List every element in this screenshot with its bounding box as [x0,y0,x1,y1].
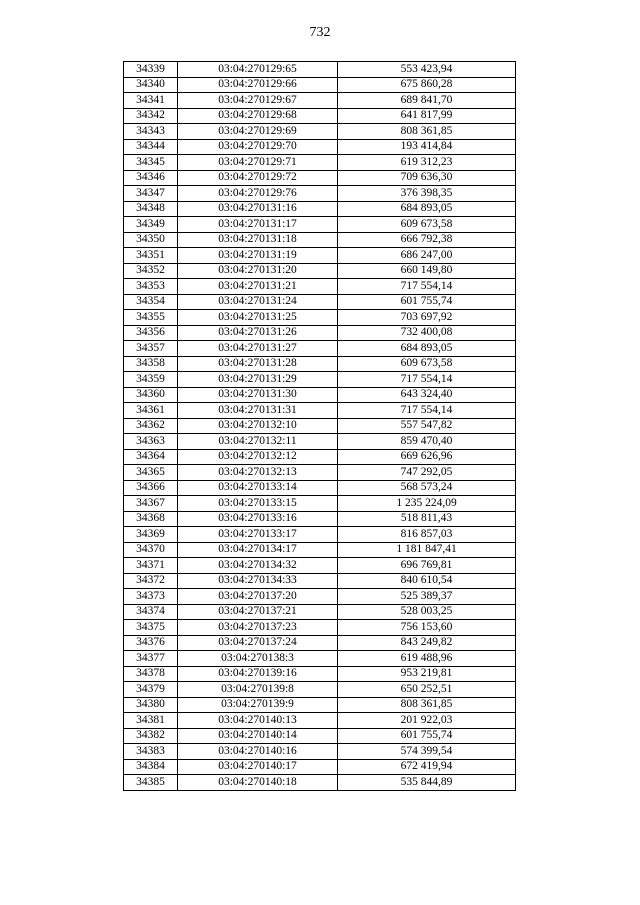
table-row [124,527,516,543]
cadastral-number-cell: 03:04:270137:21 [178,604,338,620]
value-cell: 696 769,81 [338,558,516,574]
value-cell: 193 414,84 [338,139,516,155]
cadastral-number-cell: 03:04:270131:24 [178,294,338,310]
cadastral-number-cell: 03:04:270139:8 [178,682,338,698]
row-index-cell: 34371 [124,558,178,574]
value-cell: 672 419,94 [338,759,516,775]
row-index-cell: 34377 [124,651,178,667]
table-row [124,775,516,791]
table-row [124,155,516,171]
value-cell: 1 235 224,09 [338,496,516,512]
cadastral-number-cell: 03:04:270129:72 [178,170,338,186]
row-index-cell: 34353 [124,279,178,295]
row-index-cell: 34363 [124,434,178,450]
registry-table-body [124,62,516,791]
row-index-cell: 34378 [124,666,178,682]
value-cell: 703 697,92 [338,310,516,326]
table-row [124,418,516,434]
value-cell: 528 003,25 [338,604,516,620]
row-index-cell: 34351 [124,248,178,264]
value-cell: 717 554,14 [338,403,516,419]
cadastral-number-cell: 03:04:270129:67 [178,93,338,109]
cadastral-number-cell: 03:04:270134:32 [178,558,338,574]
row-index-cell: 34365 [124,465,178,481]
value-cell: 859 470,40 [338,434,516,450]
table-row [124,108,516,124]
row-index-cell: 34354 [124,294,178,310]
page-number: 732 [309,25,331,40]
value-cell: 601 755,74 [338,728,516,744]
cadastral-number-cell: 03:04:270129:70 [178,139,338,155]
table-row [124,356,516,372]
cadastral-number-cell: 03:04:270131:25 [178,310,338,326]
table-row [124,232,516,248]
cadastral-number-cell: 03:04:270131:18 [178,232,338,248]
cadastral-number-cell: 03:04:270129:68 [178,108,338,124]
row-index-cell: 34343 [124,124,178,140]
cadastral-number-cell: 03:04:270131:21 [178,279,338,295]
value-cell: 601 755,74 [338,294,516,310]
row-index-cell: 34345 [124,155,178,171]
cadastral-number-cell: 03:04:270131:28 [178,356,338,372]
cadastral-number-cell: 03:04:270131:30 [178,387,338,403]
cadastral-number-cell: 03:04:270139:16 [178,666,338,682]
table-row [124,620,516,636]
table-row [124,62,516,78]
value-cell: 518 811,43 [338,511,516,527]
row-index-cell: 34380 [124,697,178,713]
value-cell: 840 610,54 [338,573,516,589]
value-cell: 535 844,89 [338,775,516,791]
value-cell: 609 673,58 [338,217,516,233]
value-cell: 619 312,23 [338,155,516,171]
row-index-cell: 34366 [124,480,178,496]
value-cell: 684 893,05 [338,341,516,357]
row-index-cell: 34372 [124,573,178,589]
table-row [124,558,516,574]
value-cell: 808 361,85 [338,697,516,713]
cadastral-number-cell: 03:04:270129:66 [178,77,338,93]
cadastral-number-cell: 03:04:270131:17 [178,217,338,233]
row-index-cell: 34383 [124,744,178,760]
cadastral-number-cell: 03:04:270134:17 [178,542,338,558]
value-cell: 675 860,28 [338,77,516,93]
row-index-cell: 34362 [124,418,178,434]
cadastral-number-cell: 03:04:270131:16 [178,201,338,217]
row-index-cell: 34373 [124,589,178,605]
value-cell: 953 219,81 [338,666,516,682]
row-index-cell: 34350 [124,232,178,248]
value-cell: 747 292,05 [338,465,516,481]
row-index-cell: 34367 [124,496,178,512]
value-cell: 666 792,38 [338,232,516,248]
cadastral-number-cell: 03:04:270131:19 [178,248,338,264]
table-row [124,279,516,295]
cadastral-number-cell: 03:04:270138:3 [178,651,338,667]
row-index-cell: 34368 [124,511,178,527]
table-row [124,341,516,357]
value-cell: 717 554,14 [338,372,516,388]
cadastral-number-cell: 03:04:270140:13 [178,713,338,729]
table-row [124,372,516,388]
row-index-cell: 34356 [124,325,178,341]
value-cell: 609 673,58 [338,356,516,372]
table-row [124,387,516,403]
cadastral-number-cell: 03:04:270134:33 [178,573,338,589]
row-index-cell: 34385 [124,775,178,791]
value-cell: 732 400,08 [338,325,516,341]
cadastral-number-cell: 03:04:270139:9 [178,697,338,713]
cadastral-number-cell: 03:04:270132:12 [178,449,338,465]
value-cell: 816 857,03 [338,527,516,543]
cadastral-number-cell: 03:04:270133:14 [178,480,338,496]
cadastral-number-cell: 03:04:270133:17 [178,527,338,543]
table-row [124,480,516,496]
row-index-cell: 34379 [124,682,178,698]
table-row [124,666,516,682]
row-index-cell: 34374 [124,604,178,620]
table-row [124,263,516,279]
row-index-cell: 34370 [124,542,178,558]
table-row [124,511,516,527]
row-index-cell: 34361 [124,403,178,419]
table-row [124,434,516,450]
table-row [124,713,516,729]
row-index-cell: 34369 [124,527,178,543]
row-index-cell: 34355 [124,310,178,326]
value-cell: 717 554,14 [338,279,516,295]
cadastral-number-cell: 03:04:270140:16 [178,744,338,760]
row-index-cell: 34364 [124,449,178,465]
value-cell: 643 324,40 [338,387,516,403]
value-cell: 660 149,80 [338,263,516,279]
row-index-cell: 34346 [124,170,178,186]
row-index-cell: 34381 [124,713,178,729]
row-index-cell: 34339 [124,62,178,78]
value-cell: 756 153,60 [338,620,516,636]
cadastral-number-cell: 03:04:270131:20 [178,263,338,279]
cadastral-number-cell: 03:04:270131:26 [178,325,338,341]
row-index-cell: 34359 [124,372,178,388]
row-index-cell: 34384 [124,759,178,775]
row-index-cell: 34358 [124,356,178,372]
value-cell: 641 817,99 [338,108,516,124]
table-row [124,403,516,419]
table-row [124,294,516,310]
cadastral-number-cell: 03:04:270131:31 [178,403,338,419]
value-cell: 619 488,96 [338,651,516,667]
table-row [124,589,516,605]
row-index-cell: 34357 [124,341,178,357]
table-row [124,139,516,155]
table-row [124,325,516,341]
cadastral-number-cell: 03:04:270137:23 [178,620,338,636]
table-row [124,697,516,713]
value-cell: 843 249,82 [338,635,516,651]
table-row [124,759,516,775]
row-index-cell: 34348 [124,201,178,217]
table-row [124,77,516,93]
table-row [124,635,516,651]
value-cell: 684 893,05 [338,201,516,217]
table-row [124,573,516,589]
cadastral-number-cell: 03:04:270140:14 [178,728,338,744]
value-cell: 376 398,35 [338,186,516,202]
table-row [124,124,516,140]
table-row [124,93,516,109]
value-cell: 686 247,00 [338,248,516,264]
cadastral-number-cell: 03:04:270132:13 [178,465,338,481]
value-cell: 574 399,54 [338,744,516,760]
table-row [124,310,516,326]
table-row [124,465,516,481]
table-row [124,217,516,233]
cadastral-number-cell: 03:04:270131:29 [178,372,338,388]
table-row [124,728,516,744]
row-index-cell: 34341 [124,93,178,109]
row-index-cell: 34342 [124,108,178,124]
cadastral-number-cell: 03:04:270129:71 [178,155,338,171]
table-row [124,744,516,760]
cadastral-number-cell: 03:04:270137:24 [178,635,338,651]
cadastral-number-cell: 03:04:270129:69 [178,124,338,140]
value-cell: 650 252,51 [338,682,516,698]
table-row [124,542,516,558]
value-cell: 808 361,85 [338,124,516,140]
cadastral-number-cell: 03:04:270140:18 [178,775,338,791]
row-index-cell: 34349 [124,217,178,233]
table-row [124,604,516,620]
table-row [124,682,516,698]
value-cell: 568 573,24 [338,480,516,496]
value-cell: 1 181 847,41 [338,542,516,558]
row-index-cell: 34360 [124,387,178,403]
table-row [124,496,516,512]
table-row [124,248,516,264]
cadastral-number-cell: 03:04:270133:16 [178,511,338,527]
cadastral-number-cell: 03:04:270129:65 [178,62,338,78]
cadastral-number-cell: 03:04:270140:17 [178,759,338,775]
value-cell: 557 547,82 [338,418,516,434]
row-index-cell: 34344 [124,139,178,155]
row-index-cell: 34352 [124,263,178,279]
row-index-cell: 34340 [124,77,178,93]
cadastral-number-cell: 03:04:270132:10 [178,418,338,434]
cadastral-number-cell: 03:04:270129:76 [178,186,338,202]
value-cell: 201 922,03 [338,713,516,729]
cadastral-number-cell: 03:04:270131:27 [178,341,338,357]
value-cell: 553 423,94 [338,62,516,78]
table-row [124,651,516,667]
cadastral-number-cell: 03:04:270132:11 [178,434,338,450]
row-index-cell: 34376 [124,635,178,651]
row-index-cell: 34347 [124,186,178,202]
row-index-cell: 34382 [124,728,178,744]
value-cell: 709 636,30 [338,170,516,186]
table-row [124,449,516,465]
cadastral-number-cell: 03:04:270137:20 [178,589,338,605]
cadastral-number-cell: 03:04:270133:15 [178,496,338,512]
row-index-cell: 34375 [124,620,178,636]
table-row [124,201,516,217]
table-row [124,170,516,186]
registry-table [123,61,516,791]
table-row [124,186,516,202]
value-cell: 669 626,96 [338,449,516,465]
value-cell: 525 389,37 [338,589,516,605]
value-cell: 689 841,70 [338,93,516,109]
